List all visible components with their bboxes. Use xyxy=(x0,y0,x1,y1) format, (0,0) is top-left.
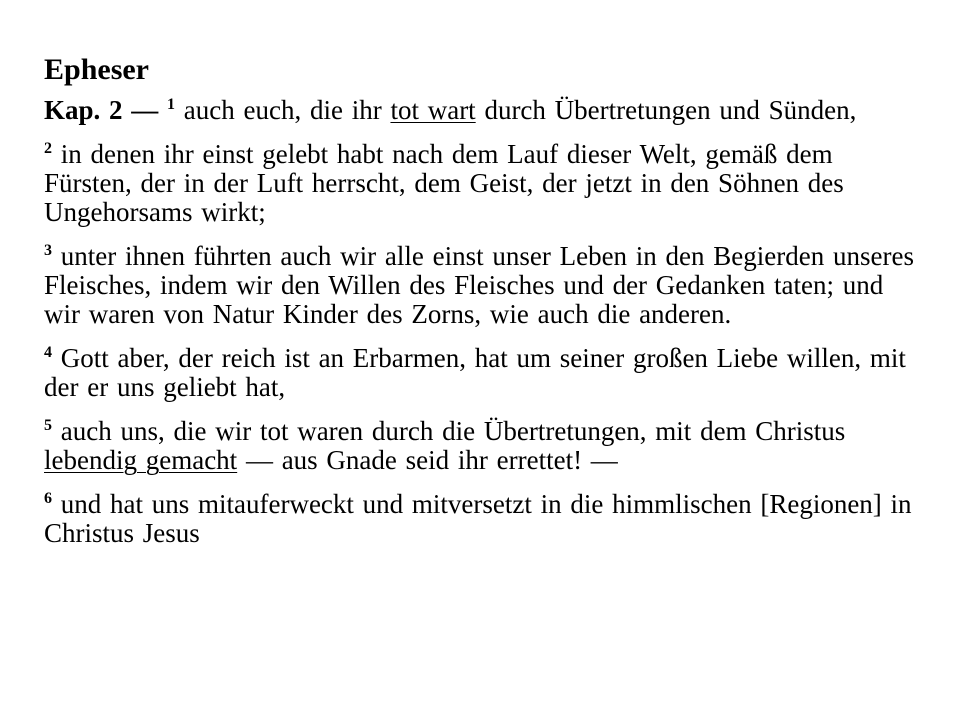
chapter-label: Kap. 2 — xyxy=(44,95,168,125)
verse-3 xyxy=(44,242,924,329)
verse-text: auch euch, die ihr xyxy=(175,95,391,125)
verse-number: 6 xyxy=(44,490,52,507)
slide-content xyxy=(44,52,924,563)
verse-number: 4 xyxy=(44,344,52,361)
verse-number: 1 xyxy=(167,96,176,113)
verse-2 xyxy=(44,140,924,227)
verse-number: 2 xyxy=(44,140,52,157)
verse-text: Gott aber, der reich ist an Erbarmen, hat um seiner großen Liebe willen, mit der er uns geliebt hat, xyxy=(44,343,906,402)
verse-6 xyxy=(44,490,924,548)
verse-number: 3 xyxy=(44,242,52,259)
verse-text: in denen ihr einst gelebt habt nach dem Lauf dieser Welt, gemäß dem Fürsten, der in der Luft herrscht, dem Geist, der jetzt in den Söhnen des Ungehorsams wirkt; xyxy=(44,139,844,227)
slide-title: Epheser xyxy=(44,53,149,86)
underlined-phrase: lebendig gemacht xyxy=(44,445,238,475)
verse-text: — aus Gnade seid ihr errettet! — xyxy=(237,445,618,475)
verse-text: durch Übertretungen und Sünden, xyxy=(475,95,857,125)
verse-text: auch uns, die wir tot waren durch die Übertretungen, mit dem Christus xyxy=(52,416,846,446)
underlined-phrase: tot wart xyxy=(390,95,476,125)
verse-text: unter ihnen führten auch wir alle einst unser Leben in den Begierden unseres Fleisches, indem wir den Willen des Fleisches und der Gedanken taten; und wir waren von Natur Kinder des Zorns, wie auch die anderen. xyxy=(44,241,914,329)
verse-5 xyxy=(44,417,924,475)
verse-text: und hat uns mitauferweckt und mitversetzt in die himmlischen [Regionen] in Christus Jesus xyxy=(44,489,912,548)
verse-number: 5 xyxy=(44,417,52,434)
verse-4 xyxy=(44,344,924,402)
verse-1 xyxy=(44,96,924,125)
